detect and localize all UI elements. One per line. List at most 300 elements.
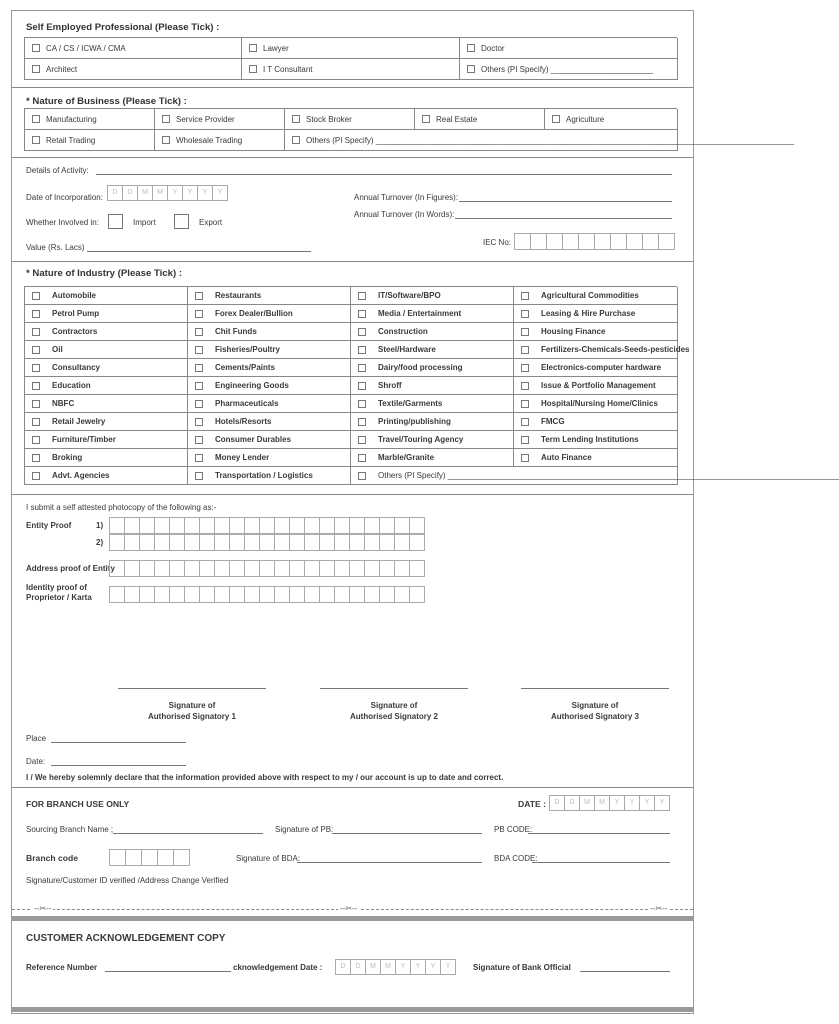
option-label: Travel/Touring Agency: [378, 435, 464, 444]
signature-line[interactable]: [320, 688, 468, 689]
checkbox-icon[interactable]: [358, 418, 366, 426]
pb-code-label: PB CODE:: [494, 825, 533, 834]
iec-box[interactable]: [658, 233, 675, 250]
character-box[interactable]: [244, 586, 260, 603]
option-architect[interactable]: [25, 59, 242, 80]
checkbox-icon[interactable]: [358, 400, 366, 408]
scissors-icon: --✂--: [34, 904, 52, 913]
checkbox-icon[interactable]: [162, 115, 170, 123]
checkbox-icon[interactable]: [32, 436, 40, 444]
date-box[interactable]: Y: [440, 959, 456, 975]
date-box[interactable]: M: [137, 185, 153, 201]
industry-option[interactable]: [514, 323, 678, 341]
option-ca-cs[interactable]: [25, 38, 242, 59]
character-box[interactable]: [409, 517, 425, 534]
character-box[interactable]: [334, 586, 350, 603]
checkbox-icon[interactable]: [195, 400, 203, 408]
checkbox-icon[interactable]: [292, 136, 300, 144]
date-box[interactable]: Y: [395, 959, 411, 975]
industry-option[interactable]: [188, 287, 351, 305]
option-label: IT/Software/BPO: [378, 291, 441, 300]
date-box[interactable]: Y: [425, 959, 441, 975]
industry-option[interactable]: [25, 449, 188, 467]
checkbox-icon[interactable]: [195, 472, 203, 480]
character-box[interactable]: [139, 560, 155, 577]
checkbox-icon[interactable]: [552, 115, 560, 123]
industry-option[interactable]: [188, 413, 351, 431]
option-label: Auto Finance: [541, 453, 592, 462]
industry-option[interactable]: [25, 377, 188, 395]
checkbox-icon[interactable]: [195, 454, 203, 462]
date-box[interactable]: D: [335, 959, 351, 975]
option-manufacturing[interactable]: [25, 109, 155, 130]
character-box[interactable]: [349, 534, 365, 551]
character-box[interactable]: [319, 586, 335, 603]
character-box[interactable]: [214, 534, 230, 551]
option-label: Housing Finance: [541, 327, 606, 336]
checkbox-icon[interactable]: [32, 115, 40, 123]
character-box[interactable]: [349, 560, 365, 577]
application-form-page: [11, 10, 839, 1014]
industry-option[interactable]: [188, 305, 351, 323]
character-box[interactable]: [304, 534, 320, 551]
industry-option[interactable]: [514, 359, 678, 377]
checkbox-icon[interactable]: [521, 418, 529, 426]
character-box[interactable]: [319, 534, 335, 551]
checkbox-icon[interactable]: [358, 436, 366, 444]
date-box[interactable]: Y: [212, 185, 228, 201]
industry-option[interactable]: [188, 341, 351, 359]
branch-code-boxes[interactable]: [109, 849, 189, 866]
industry-option[interactable]: [514, 395, 678, 413]
checkbox-icon[interactable]: [32, 44, 40, 52]
character-box[interactable]: [244, 560, 260, 577]
checkbox-icon[interactable]: [249, 65, 257, 73]
character-box[interactable]: [289, 586, 305, 603]
character-box[interactable]: [109, 849, 126, 866]
character-box[interactable]: [394, 517, 410, 534]
character-box[interactable]: [109, 534, 125, 551]
option-label: Education: [52, 381, 91, 390]
character-box[interactable]: [139, 517, 155, 534]
option-label: Fisheries/Poultry: [215, 345, 280, 354]
checkbox-icon[interactable]: [195, 346, 203, 354]
turnover-figures-field[interactable]: [459, 201, 672, 202]
character-box[interactable]: [184, 560, 200, 577]
checkbox-icon[interactable]: [521, 382, 529, 390]
character-box[interactable]: [319, 517, 335, 534]
character-box[interactable]: [169, 534, 185, 551]
character-box[interactable]: [169, 517, 185, 534]
character-box[interactable]: [124, 534, 140, 551]
industry-option[interactable]: [514, 287, 678, 305]
character-box[interactable]: [259, 534, 275, 551]
checkbox-icon[interactable]: [358, 472, 366, 480]
date-box[interactable]: Y: [624, 795, 640, 811]
date-box[interactable]: D: [549, 795, 565, 811]
date-box[interactable]: Y: [167, 185, 183, 201]
character-box[interactable]: [169, 586, 185, 603]
character-box[interactable]: [154, 586, 170, 603]
pb-code-field[interactable]: [528, 833, 670, 834]
character-box[interactable]: [289, 534, 305, 551]
industry-option[interactable]: [351, 359, 514, 377]
checkbox-icon[interactable]: [195, 364, 203, 372]
character-box[interactable]: [409, 560, 425, 577]
signature-caption: Authorised Signatory 1: [147, 712, 236, 721]
option-label: Engineering Goods: [215, 381, 289, 390]
character-box[interactable]: [229, 560, 245, 577]
character-box[interactable]: [229, 586, 245, 603]
industry-option[interactable]: [25, 359, 188, 377]
industry-option[interactable]: [188, 395, 351, 413]
character-box[interactable]: [364, 534, 380, 551]
character-box[interactable]: [184, 534, 200, 551]
option-real-estate[interactable]: [415, 109, 545, 130]
reference-number-field[interactable]: [105, 971, 231, 972]
signature-line[interactable]: [118, 688, 266, 689]
character-box[interactable]: [244, 534, 260, 551]
character-box[interactable]: [274, 517, 290, 534]
iec-box[interactable]: [578, 233, 595, 250]
section-bar: [12, 916, 693, 921]
signature-caption: Signature of: [168, 701, 216, 710]
checkbox-icon[interactable]: [32, 418, 40, 426]
industry-option[interactable]: [514, 413, 678, 431]
industry-option[interactable]: [25, 431, 188, 449]
branch-code-label: Branch code: [26, 853, 79, 863]
character-box[interactable]: [259, 560, 275, 577]
checkbox-icon[interactable]: [32, 292, 40, 300]
signature-caption: Signature of: [571, 701, 619, 710]
industry-option[interactable]: [188, 377, 351, 395]
date-box[interactable]: D: [564, 795, 580, 811]
character-box[interactable]: [173, 849, 190, 866]
industry-option[interactable]: [188, 359, 351, 377]
industry-option[interactable]: [25, 413, 188, 431]
option-label: Wholesale Trading: [176, 135, 243, 145]
character-box[interactable]: [334, 534, 350, 551]
industry-option[interactable]: [25, 395, 188, 413]
character-box[interactable]: [379, 586, 395, 603]
date-box[interactable]: Y: [182, 185, 198, 201]
checkbox-icon[interactable]: [32, 400, 40, 408]
character-box[interactable]: [157, 849, 174, 866]
industry-option[interactable]: [514, 377, 678, 395]
checkbox-icon[interactable]: [358, 292, 366, 300]
checkbox-icon[interactable]: [32, 136, 40, 144]
character-box[interactable]: [154, 534, 170, 551]
option-label: Furniture/Timber: [52, 435, 116, 444]
checkbox-icon[interactable]: [358, 454, 366, 462]
character-box[interactable]: [109, 586, 125, 603]
iec-box[interactable]: [514, 233, 531, 250]
option-it-consultant[interactable]: [242, 59, 460, 80]
checkbox-icon[interactable]: [521, 346, 529, 354]
checkbox-icon[interactable]: [358, 346, 366, 354]
bda-signature-field[interactable]: [297, 862, 482, 863]
checkbox-icon[interactable]: [467, 44, 475, 52]
character-box[interactable]: [364, 586, 380, 603]
turnover-words-label: Annual Turnover (In Words):: [354, 210, 455, 219]
checkbox-icon[interactable]: [358, 364, 366, 372]
character-box[interactable]: [141, 849, 158, 866]
branch-date-label: DATE :: [518, 799, 547, 809]
entity-proof-number-2: 2): [96, 538, 104, 547]
checkbox-icon[interactable]: [195, 292, 203, 300]
option-doctor[interactable]: [460, 38, 678, 59]
character-box[interactable]: [379, 517, 395, 534]
iec-box[interactable]: [530, 233, 547, 250]
checkbox-icon[interactable]: [32, 65, 40, 73]
iec-box[interactable]: [594, 233, 611, 250]
checkbox-icon[interactable]: [162, 136, 170, 144]
checkbox-icon[interactable]: [32, 328, 40, 336]
character-box[interactable]: [274, 560, 290, 577]
checkbox-icon[interactable]: [195, 382, 203, 390]
option-label: Advt. Agencies: [52, 471, 110, 480]
industry-option[interactable]: [351, 413, 514, 431]
industry-option[interactable]: [188, 449, 351, 467]
character-box[interactable]: [304, 586, 320, 603]
entity-proof-2-boxes[interactable]: [109, 534, 424, 551]
checkbox-icon[interactable]: [422, 115, 430, 123]
industry-option[interactable]: [188, 467, 351, 485]
option-stock-broker[interactable]: [285, 109, 415, 130]
character-box[interactable]: [184, 517, 200, 534]
character-box[interactable]: [334, 517, 350, 534]
character-box[interactable]: [109, 560, 125, 577]
identity-proof-boxes[interactable]: [109, 586, 424, 603]
option-wholesale-trading[interactable]: [155, 130, 285, 151]
character-box[interactable]: [214, 517, 230, 534]
verification-label: Signature/Customer ID verified /Address Change Verified: [26, 876, 229, 885]
character-box[interactable]: [259, 586, 275, 603]
pb-signature-label: Signature of PB:: [275, 825, 334, 834]
option-label: Chit Funds: [215, 327, 257, 336]
option-others-professional[interactable]: [460, 59, 678, 80]
checkbox-icon[interactable]: [521, 328, 529, 336]
ack-date-boxes[interactable]: [335, 959, 455, 975]
date-box[interactable]: M: [594, 795, 610, 811]
industry-option[interactable]: [188, 431, 351, 449]
character-box[interactable]: [394, 534, 410, 551]
checkbox-icon[interactable]: [32, 382, 40, 390]
iec-box[interactable]: [610, 233, 627, 250]
date-box[interactable]: D: [107, 185, 123, 201]
checkbox-icon[interactable]: [32, 472, 40, 480]
character-box[interactable]: [229, 534, 245, 551]
pb-signature-field[interactable]: [332, 833, 482, 834]
sourcing-branch-field[interactable]: [113, 833, 263, 834]
signatory-1[interactable]: [118, 688, 266, 722]
character-box[interactable]: [304, 560, 320, 577]
character-box[interactable]: [169, 560, 185, 577]
checkbox-icon[interactable]: [521, 436, 529, 444]
value-field[interactable]: [87, 251, 311, 252]
iec-number-boxes[interactable]: [514, 233, 674, 250]
character-box[interactable]: [199, 517, 215, 534]
character-box[interactable]: [364, 560, 380, 577]
character-box[interactable]: [244, 517, 260, 534]
date-box[interactable]: D: [122, 185, 138, 201]
signatory-2[interactable]: [320, 688, 468, 722]
details-of-activity-field[interactable]: [96, 174, 672, 175]
character-box[interactable]: [199, 586, 215, 603]
checkbox-icon[interactable]: [292, 115, 300, 123]
entity-proof-1-boxes[interactable]: [109, 517, 424, 534]
bda-code-field[interactable]: [532, 862, 670, 863]
character-box[interactable]: [319, 560, 335, 577]
checkbox-icon[interactable]: [195, 310, 203, 318]
character-box[interactable]: [199, 560, 215, 577]
industry-option[interactable]: [188, 323, 351, 341]
date-box[interactable]: M: [152, 185, 168, 201]
checkbox-icon[interactable]: [521, 364, 529, 372]
iec-box[interactable]: [546, 233, 563, 250]
character-box[interactable]: [394, 586, 410, 603]
place-field[interactable]: [51, 742, 186, 743]
date-box[interactable]: Y: [197, 185, 213, 201]
industry-option[interactable]: [351, 431, 514, 449]
character-box[interactable]: [364, 517, 380, 534]
incorporation-date-boxes[interactable]: [107, 185, 227, 201]
checkbox-icon[interactable]: [195, 328, 203, 336]
option-others-business[interactable]: [285, 130, 795, 151]
option-retail-trading[interactable]: [25, 130, 155, 151]
character-box[interactable]: [259, 517, 275, 534]
character-box[interactable]: [184, 586, 200, 603]
character-box[interactable]: [229, 517, 245, 534]
industry-option[interactable]: [351, 341, 514, 359]
branch-date-boxes[interactable]: [549, 795, 669, 811]
character-box[interactable]: [409, 586, 425, 603]
divider: [12, 87, 693, 88]
industry-option[interactable]: [351, 377, 514, 395]
character-box[interactable]: [349, 586, 365, 603]
checkbox-icon[interactable]: [467, 65, 475, 73]
turnover-figures-label: Annual Turnover (In Figures):: [354, 193, 459, 202]
checkbox-icon[interactable]: [32, 310, 40, 318]
industry-option[interactable]: [351, 449, 514, 467]
character-box[interactable]: [199, 534, 215, 551]
address-proof-boxes[interactable]: [109, 560, 424, 577]
option-service-provider[interactable]: [155, 109, 285, 130]
character-box[interactable]: [379, 534, 395, 551]
option-label: Agriculture: [566, 114, 605, 124]
option-label: Real Estate: [436, 114, 478, 124]
character-box[interactable]: [124, 560, 140, 577]
character-box[interactable]: [124, 517, 140, 534]
character-box[interactable]: [409, 534, 425, 551]
option-label: Hotels/Resorts: [215, 417, 272, 426]
industry-option[interactable]: [514, 449, 678, 467]
date-field[interactable]: [51, 765, 186, 766]
industry-option[interactable]: [351, 287, 514, 305]
character-box[interactable]: [139, 586, 155, 603]
industry-option[interactable]: [25, 287, 188, 305]
iec-box[interactable]: [626, 233, 643, 250]
checkbox-icon[interactable]: [358, 328, 366, 336]
checkbox-icon[interactable]: [521, 454, 529, 462]
divider: [12, 787, 693, 788]
import-checkbox-icon[interactable]: [108, 214, 123, 229]
export-checkbox-icon[interactable]: [174, 214, 189, 229]
option-label: Petrol Pump: [52, 309, 100, 318]
bank-official-signature-field[interactable]: [580, 971, 670, 972]
checkbox-icon[interactable]: [32, 346, 40, 354]
character-box[interactable]: [394, 560, 410, 577]
character-box[interactable]: [289, 517, 305, 534]
iec-box[interactable]: [642, 233, 659, 250]
character-box[interactable]: [154, 517, 170, 534]
character-box[interactable]: [289, 560, 305, 577]
character-box[interactable]: [274, 586, 290, 603]
character-box[interactable]: [214, 560, 230, 577]
character-box[interactable]: [379, 560, 395, 577]
checkbox-icon[interactable]: [521, 400, 529, 408]
character-box[interactable]: [139, 534, 155, 551]
checkbox-icon[interactable]: [195, 436, 203, 444]
industry-option[interactable]: [351, 305, 514, 323]
industry-option[interactable]: [25, 323, 188, 341]
checkbox-icon[interactable]: [358, 382, 366, 390]
date-box[interactable]: D: [350, 959, 366, 975]
character-box[interactable]: [274, 534, 290, 551]
character-box[interactable]: [109, 517, 125, 534]
date-box[interactable]: Y: [410, 959, 426, 975]
checkbox-icon[interactable]: [195, 418, 203, 426]
character-box[interactable]: [349, 517, 365, 534]
character-box[interactable]: [154, 560, 170, 577]
checkbox-icon[interactable]: [358, 310, 366, 318]
checkbox-icon[interactable]: [249, 44, 257, 52]
signatory-3[interactable]: [521, 688, 669, 722]
option-label: Pharmaceuticals: [215, 399, 279, 408]
character-box[interactable]: [304, 517, 320, 534]
industry-option[interactable]: [514, 305, 678, 323]
iec-box[interactable]: [562, 233, 579, 250]
checkbox-icon[interactable]: [32, 454, 40, 462]
option-others-industry[interactable]: [351, 467, 839, 485]
date-box[interactable]: Y: [654, 795, 670, 811]
industry-option[interactable]: [25, 341, 188, 359]
date-box[interactable]: M: [365, 959, 381, 975]
date-box[interactable]: M: [380, 959, 396, 975]
turnover-words-field[interactable]: [455, 218, 672, 219]
character-box[interactable]: [124, 586, 140, 603]
industry-option[interactable]: [351, 323, 514, 341]
checkbox-icon[interactable]: [32, 364, 40, 372]
date-box[interactable]: M: [579, 795, 595, 811]
character-box[interactable]: [334, 560, 350, 577]
option-agriculture[interactable]: [545, 109, 678, 130]
industry-option[interactable]: [514, 341, 690, 359]
section-bar: [12, 1007, 693, 1012]
character-box[interactable]: [214, 586, 230, 603]
option-lawyer[interactable]: [242, 38, 460, 59]
date-box[interactable]: Y: [609, 795, 625, 811]
industry-option[interactable]: [25, 467, 188, 485]
date-box[interactable]: Y: [639, 795, 655, 811]
industry-option[interactable]: [514, 431, 678, 449]
industry-option[interactable]: [351, 395, 514, 413]
character-box[interactable]: [125, 849, 142, 866]
checkbox-icon[interactable]: [521, 292, 529, 300]
industry-option[interactable]: [25, 305, 188, 323]
checkbox-icon[interactable]: [521, 310, 529, 318]
signature-line[interactable]: [521, 688, 669, 689]
